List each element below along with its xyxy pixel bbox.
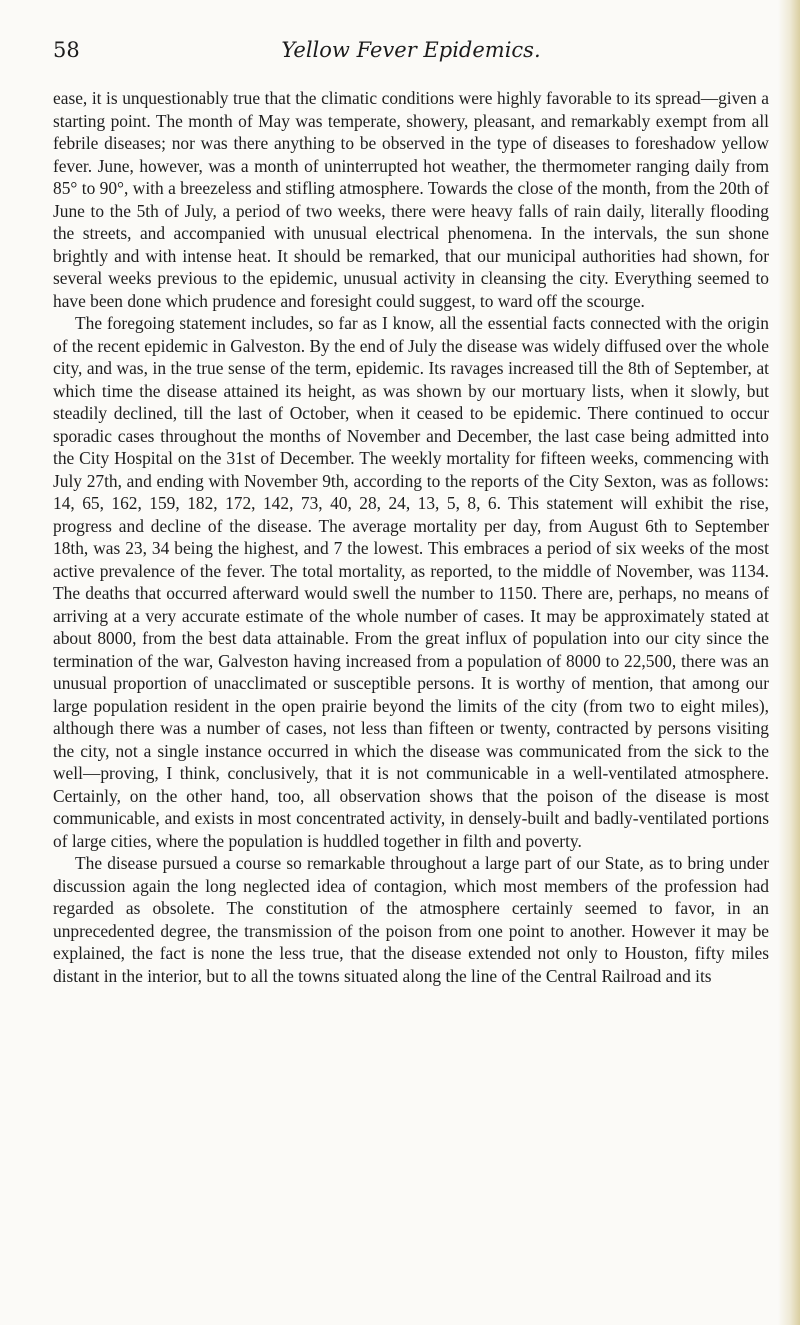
page-header — [53, 36, 769, 64]
page-edge-shadow — [778, 0, 800, 1325]
paragraph: The disease pursued a course so remarkable throughout a large part of our State, as to bring under discussion again the long neglected idea of contagion, which most members of the profession had regarded as obsolete. The constitution of the atmosphere certainly seemed to favor, in an unprecedented degree, the transmission of the poison from one point to another. However it may be explained, the fact is none the less true, that the disease extended not only to Houston, fifty miles distant in the interior, but to all the towns situated along the line of the Central Railroad and its — [53, 853, 769, 986]
paragraph: The foregoing statement includes, so far as I know, all the essential facts connected with the origin of the recent epidemic in Galveston. By the end of July the disease was widely diffused over the whole city, and was, in the true sense of the term, epidemic. Its ravages increased till the 8th of September, at which time the disease attained its height, as was shown by our mortuary lists, when it slowly, but steadily declined, till the last of October, when it ceased to be epidemic. There continued to occur sporadic cases throughout the months of November and December, the last case being admitted into the City Hospital on the 31st of December. The weekly mortality for fifteen weeks, commencing with July 27th, and ending with November 9th, according to the reports of the City Sexton, was as follows: 14, 65, 162, 159, 182, 172, 142, 73, 40, 28, 24, 13, 5, 8, 6. This statement will exhibit the rise, progress and decline of the disease. The average mortality per day, from August 6th to September 18th, was 23, 34 being the highest, and 7 the lowest. This embraces a period of six weeks of the most active prevalence of the fever. The total mortality, as reported, to the middle of November, was 1134. The deaths that occurred afterward would swell the number to 1150. There are, perhaps, no means of arriving at a very accurate estimate of the whole number of cases. It may be approximately stated at about 8000, from the best data attainable. From the great influx of population into our city since the termination of the war, Galveston having increased from a population of 8000 to 22,500, there was an unusual proportion of unacclimated or susceptible persons. It is worthy of mention, that among our large population resident in the open prairie beyond the limits of the city (from two to eight miles), although there was a number of cases, not less than fifteen or twenty, contracted by persons visiting the city, not a single instance occurred in which the disease was communicated from the sick to the well—proving, I think, conclusively, that it is not communicable in a well-ventilated atmosphere. Certainly, on the other hand, too, all observation shows that the poison of the disease is most communicable, and exists in most concentrated activity, in densely-built and badly-ventilated portions of large cities, where the population is huddled together in filth and poverty. — [53, 313, 769, 851]
running-title: Yellow Fever Epidemics. — [281, 38, 541, 62]
body-text — [53, 87, 769, 987]
page-number: 58 — [53, 38, 80, 62]
paragraph: ease, it is unquestionably true that the climatic conditions were highly favorable to its spread—given a starting point. The month of May was temperate, showery, pleasant, and remarkably exempt from all febrile diseases; nor was there anything to be observed in the type of diseases to foreshadow yellow fever. June, however, was a month of uninterrupted hot weather, the thermometer ranging daily from 85° to 90°, with a breezeless and stifling atmosphere. Towards the close of the month, from the 20th of June to the 5th of July, a period of two weeks, there were heavy falls of rain daily, literally flooding the streets, and accompanied with unusual electrical phenomena. In the intervals, the sun shone brightly and with intense heat. It should be remarked, that our municipal authorities had shown, for several weeks previous to the epidemic, unusual activity in cleansing the city. Everything seemed to have been done which prudence and foresight could suggest, to ward off the scourge. — [53, 88, 769, 311]
